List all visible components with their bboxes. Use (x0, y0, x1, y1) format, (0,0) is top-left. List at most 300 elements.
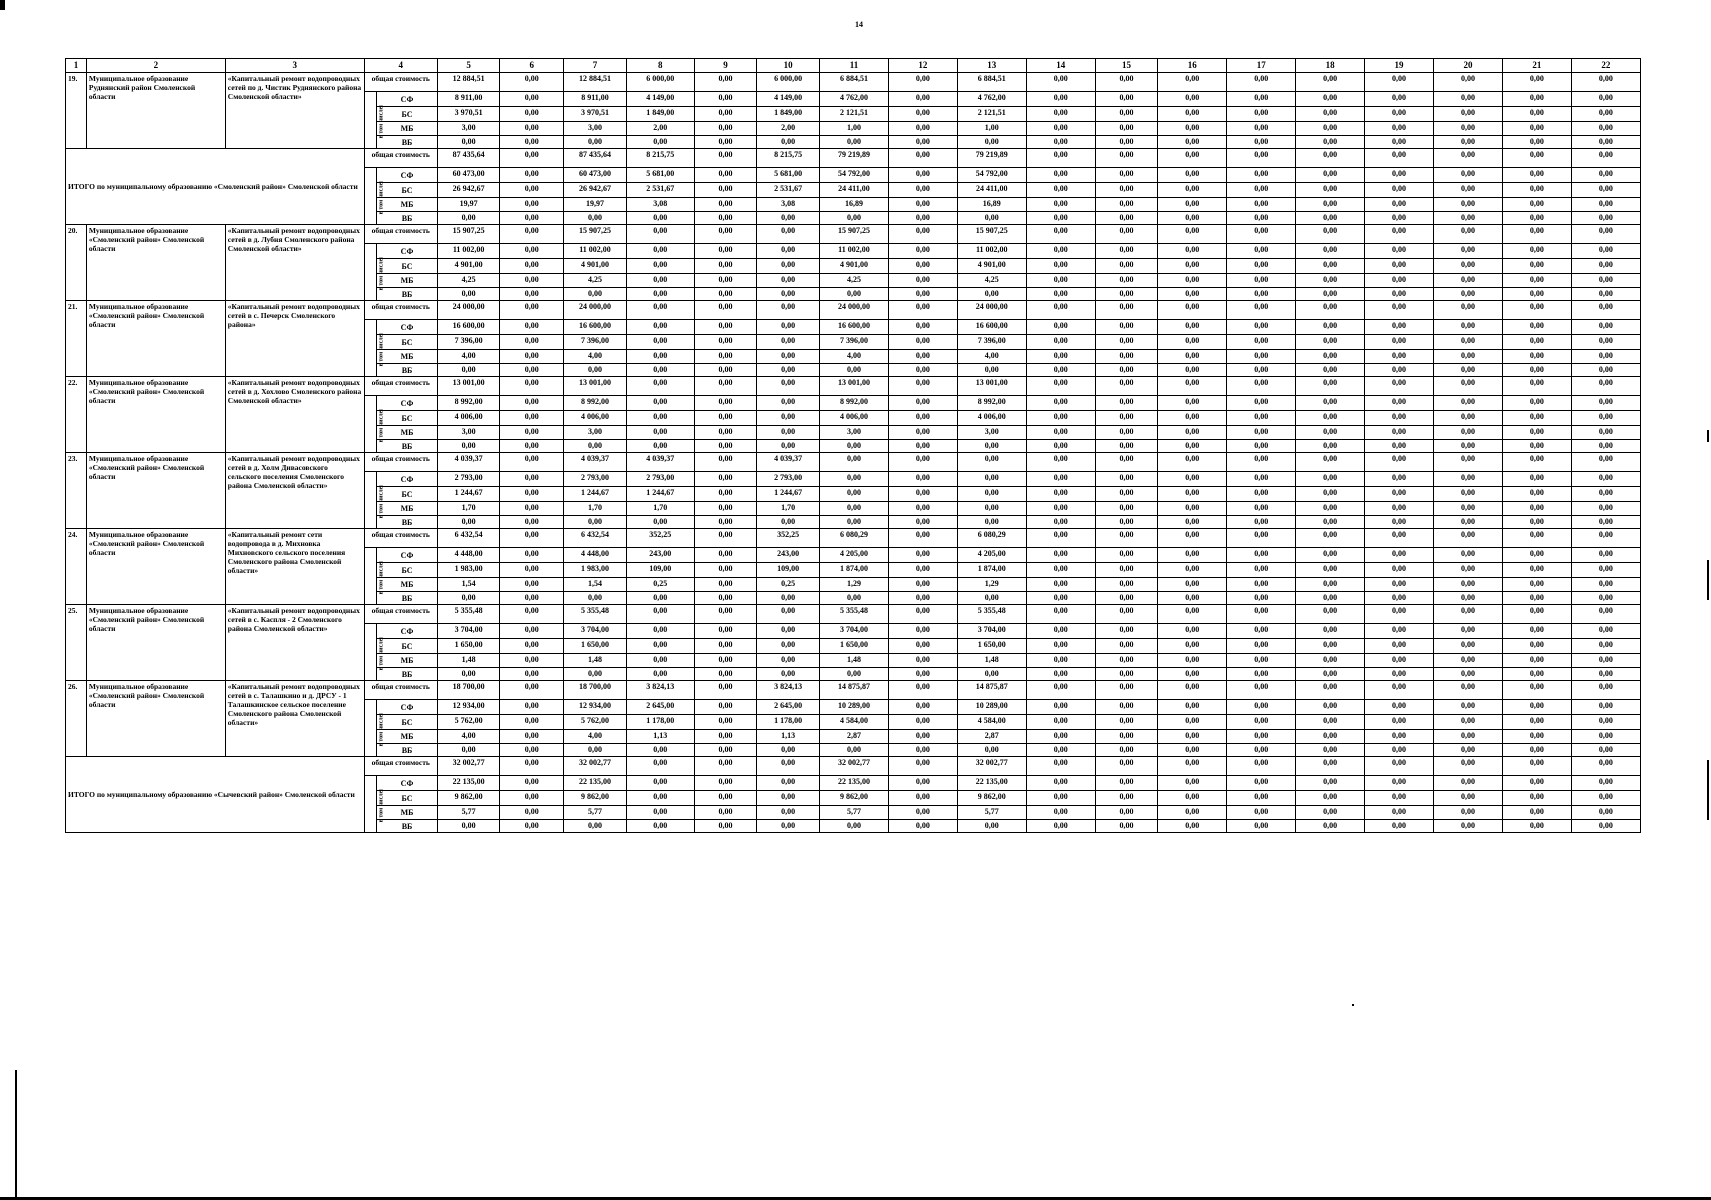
value-cell: 2 121,51 (957, 107, 1026, 122)
value-cell: 0,00 (1434, 335, 1503, 350)
value-cell: 26 942,67 (437, 183, 500, 198)
including-text: в том числе: (378, 180, 384, 214)
value-cell: 0,00 (694, 440, 757, 453)
value-cell: 4 762,00 (819, 92, 888, 107)
value-cell: 0,00 (1227, 122, 1296, 136)
value-cell: 0,00 (888, 578, 957, 592)
value-cell: 0,00 (694, 73, 757, 92)
value-cell: 0,00 (1434, 730, 1503, 744)
value-cell: 0,00 (500, 578, 564, 592)
value-cell: 0,00 (1158, 806, 1227, 820)
value-cell: 0,00 (1095, 377, 1158, 396)
value-cell: 0,00 (1158, 820, 1227, 833)
value-cell: 2,00 (757, 122, 820, 136)
value-cell: 0,00 (500, 198, 564, 212)
value-cell: 0,25 (626, 578, 694, 592)
value-cell: 0,00 (888, 350, 957, 364)
value-cell: 0,00 (1158, 335, 1227, 350)
funding-source-code: МБ (377, 426, 438, 440)
value-cell: 0,00 (1365, 791, 1434, 806)
value-cell: 0,00 (757, 791, 820, 806)
value-cell: 0,00 (1502, 440, 1571, 453)
value-cell: 0,00 (1158, 744, 1227, 757)
value-cell: 0,00 (500, 183, 564, 198)
value-cell: 0,00 (1502, 529, 1571, 548)
including-text: в том числе: (378, 484, 384, 518)
value-cell: 0,00 (437, 288, 500, 301)
value-cell: 0,00 (1571, 440, 1640, 453)
value-cell: 5 681,00 (757, 168, 820, 183)
value-cell: 4,00 (564, 350, 627, 364)
value-cell: 0,00 (1095, 198, 1158, 212)
value-cell: 4 006,00 (819, 411, 888, 426)
value-cell: 0,00 (1502, 791, 1571, 806)
col-header: 20 (1434, 59, 1503, 73)
value-cell: 0,00 (437, 668, 500, 681)
object-row (66, 681, 1641, 700)
value-cell: 5,77 (437, 806, 500, 820)
value-cell: 0,00 (437, 516, 500, 529)
value-cell: 0,00 (1571, 472, 1640, 487)
value-cell: 1 244,67 (437, 487, 500, 502)
value-cell: 0,00 (500, 301, 564, 320)
col-header: 21 (1502, 59, 1571, 73)
value-cell: 0,00 (1365, 149, 1434, 168)
value-cell: 9 862,00 (564, 791, 627, 806)
value-cell: 0,00 (1227, 791, 1296, 806)
value-cell: 0,00 (1296, 624, 1365, 639)
value-cell: 8 992,00 (957, 396, 1026, 411)
value-cell: 1 178,00 (757, 715, 820, 730)
total-cost-label: общая стоимость (364, 605, 437, 624)
scan-edge-mark (1707, 430, 1709, 442)
value-cell: 0,00 (626, 136, 694, 149)
value-cell: 32 002,77 (564, 757, 627, 776)
object-name: «Капитальный ремонт водопроводных сетей в с. Талашкино и д. ДРСУ - 1 Талашкинское сельское поселение Смоленского района Смоленской области» (225, 681, 364, 757)
value-cell: 7 396,00 (564, 335, 627, 350)
funding-source-code: ВБ (377, 668, 438, 681)
row-number: 25. (66, 605, 87, 681)
value-cell: 0,00 (1296, 681, 1365, 700)
value-cell: 0,00 (1571, 364, 1640, 377)
value-cell: 24 000,00 (564, 301, 627, 320)
value-cell: 4,25 (819, 274, 888, 288)
value-cell: 0,00 (500, 335, 564, 350)
value-cell: 0,00 (888, 396, 957, 411)
value-cell: 0,00 (1296, 107, 1365, 122)
value-cell: 3 970,51 (564, 107, 627, 122)
value-cell: 0,00 (1434, 440, 1503, 453)
value-cell: 0,00 (888, 487, 957, 502)
value-cell: 7 396,00 (819, 335, 888, 350)
value-cell: 0,00 (1158, 225, 1227, 244)
value-cell: 0,00 (1095, 791, 1158, 806)
value-cell: 4,00 (564, 730, 627, 744)
value-cell: 0,00 (500, 377, 564, 396)
value-cell: 0,00 (437, 440, 500, 453)
total-label: ИТОГО по муниципальному образованию «Сычевский район» Смоленской области (66, 757, 365, 833)
value-cell: 0,00 (1434, 472, 1503, 487)
value-cell: 0,00 (1434, 320, 1503, 335)
value-cell: 0,00 (1365, 730, 1434, 744)
value-cell: 8 215,75 (626, 149, 694, 168)
including-label (364, 548, 384, 605)
value-cell: 0,00 (694, 453, 757, 472)
value-cell: 0,00 (888, 744, 957, 757)
value-cell: 0,00 (757, 350, 820, 364)
value-cell: 0,00 (500, 529, 564, 548)
value-cell: 0,00 (1365, 122, 1434, 136)
value-cell: 0,00 (1026, 168, 1095, 183)
value-cell: 0,00 (1296, 605, 1365, 624)
municipality-name: Муниципальное образование Руднянский район Смоленской области (86, 73, 225, 149)
value-cell: 0,00 (1227, 440, 1296, 453)
col-header: 7 (564, 59, 627, 73)
value-cell: 0,00 (626, 757, 694, 776)
value-cell: 0,00 (1095, 122, 1158, 136)
value-cell: 0,00 (1158, 122, 1227, 136)
value-cell: 0,00 (1026, 820, 1095, 833)
value-cell: 0,00 (1296, 335, 1365, 350)
value-cell: 6 884,51 (819, 73, 888, 92)
value-cell: 0,00 (1365, 654, 1434, 668)
value-cell: 0,00 (1095, 548, 1158, 563)
funding-source-code: СФ (377, 396, 438, 411)
value-cell: 0,00 (1158, 364, 1227, 377)
value-cell: 0,00 (1365, 288, 1434, 301)
value-cell: 0,00 (564, 136, 627, 149)
value-cell: 0,00 (1365, 681, 1434, 700)
value-cell: 0,00 (694, 149, 757, 168)
value-cell: 0,00 (1434, 149, 1503, 168)
value-cell: 0,00 (888, 453, 957, 472)
value-cell: 0,00 (1296, 350, 1365, 364)
value-cell: 0,00 (1227, 301, 1296, 320)
scan-edge-mark (1707, 760, 1709, 820)
scan-mark (0, 0, 5, 10)
value-cell: 0,00 (1227, 136, 1296, 149)
value-cell: 0,00 (1434, 806, 1503, 820)
value-cell: 6 000,00 (757, 73, 820, 92)
value-cell: 12 884,51 (437, 73, 500, 92)
value-cell: 0,00 (1095, 700, 1158, 715)
value-cell: 0,00 (1296, 225, 1365, 244)
value-cell: 3 970,51 (437, 107, 500, 122)
value-cell: 0,00 (1026, 377, 1095, 396)
value-cell: 0,00 (1365, 624, 1434, 639)
value-cell: 0,00 (1095, 654, 1158, 668)
value-cell: 0,00 (1502, 364, 1571, 377)
value-cell: 0,00 (1158, 212, 1227, 225)
value-cell: 0,00 (757, 624, 820, 639)
col-header: 6 (500, 59, 564, 73)
including-label (364, 472, 384, 529)
funding-source-code: МБ (377, 122, 438, 136)
value-cell: 0,00 (1158, 198, 1227, 212)
value-cell: 3,00 (437, 122, 500, 136)
including-label (364, 244, 384, 301)
value-cell: 0,00 (1296, 149, 1365, 168)
value-cell: 3,00 (957, 426, 1026, 440)
value-cell: 0,00 (1502, 274, 1571, 288)
value-cell: 0,00 (626, 320, 694, 335)
value-cell: 0,00 (500, 700, 564, 715)
value-cell: 4,25 (564, 274, 627, 288)
value-cell: 0,00 (1296, 563, 1365, 578)
value-cell: 0,00 (757, 592, 820, 605)
value-cell: 8 992,00 (819, 396, 888, 411)
object-row (66, 605, 1641, 624)
value-cell: 4 584,00 (957, 715, 1026, 730)
value-cell: 54 792,00 (819, 168, 888, 183)
funding-source-code: СФ (377, 168, 438, 183)
value-cell: 0,00 (694, 320, 757, 335)
value-cell: 0,00 (1158, 350, 1227, 364)
value-cell: 0,00 (500, 730, 564, 744)
value-cell: 0,00 (694, 136, 757, 149)
value-cell: 0,00 (1158, 168, 1227, 183)
value-cell: 0,00 (888, 244, 957, 259)
total-label: ИТОГО по муниципальному образованию «Смоленский район» Смоленской области (66, 149, 365, 225)
value-cell: 0,00 (1365, 592, 1434, 605)
value-cell: 0,00 (1227, 259, 1296, 274)
value-cell: 0,00 (957, 516, 1026, 529)
funding-source-code: ВБ (377, 136, 438, 149)
value-cell: 0,00 (1227, 92, 1296, 107)
value-cell: 13 001,00 (819, 377, 888, 396)
value-cell: 0,00 (1571, 350, 1640, 364)
value-cell: 4 006,00 (437, 411, 500, 426)
value-cell: 6 884,51 (957, 73, 1026, 92)
value-cell: 0,00 (626, 440, 694, 453)
value-cell: 0,00 (1434, 183, 1503, 198)
funding-source-code: БС (377, 487, 438, 502)
value-cell: 0,00 (757, 136, 820, 149)
value-cell: 0,00 (500, 274, 564, 288)
value-cell: 0,00 (1434, 757, 1503, 776)
value-cell: 0,00 (1095, 364, 1158, 377)
value-cell: 0,00 (694, 225, 757, 244)
value-cell: 0,00 (694, 301, 757, 320)
value-cell: 0,00 (1434, 377, 1503, 396)
value-cell: 0,00 (500, 806, 564, 820)
page-number: 14 (855, 20, 863, 29)
value-cell: 0,00 (1095, 320, 1158, 335)
value-cell: 0,00 (757, 301, 820, 320)
funding-source-code: МБ (377, 806, 438, 820)
row-number: 20. (66, 225, 87, 301)
value-cell: 0,00 (1026, 563, 1095, 578)
value-cell: 0,00 (500, 715, 564, 730)
value-cell: 0,00 (1158, 548, 1227, 563)
value-cell: 14 875,87 (819, 681, 888, 700)
value-cell: 0,00 (694, 92, 757, 107)
value-cell: 0,00 (888, 92, 957, 107)
object-row (66, 453, 1641, 472)
value-cell: 0,00 (1095, 288, 1158, 301)
value-cell: 0,00 (626, 396, 694, 411)
value-cell: 0,00 (1296, 592, 1365, 605)
value-cell: 0,00 (694, 700, 757, 715)
value-cell: 0,00 (1502, 681, 1571, 700)
value-cell: 0,00 (1095, 73, 1158, 92)
value-cell: 26 942,67 (564, 183, 627, 198)
value-cell: 0,00 (500, 654, 564, 668)
value-cell: 0,00 (626, 592, 694, 605)
value-cell: 0,00 (694, 516, 757, 529)
value-cell: 22 135,00 (564, 776, 627, 791)
including-text: в том числе: (378, 408, 384, 442)
value-cell: 243,00 (757, 548, 820, 563)
value-cell: 0,00 (1571, 730, 1640, 744)
value-cell: 13 001,00 (564, 377, 627, 396)
value-cell: 0,00 (500, 426, 564, 440)
value-cell: 1 244,67 (757, 487, 820, 502)
value-cell: 0,00 (1365, 364, 1434, 377)
value-cell: 0,00 (1227, 681, 1296, 700)
value-cell: 0,00 (437, 212, 500, 225)
value-cell: 0,00 (1502, 92, 1571, 107)
value-cell: 0,00 (957, 288, 1026, 301)
value-cell: 0,00 (1095, 274, 1158, 288)
value-cell: 0,00 (1434, 396, 1503, 411)
value-cell: 0,00 (1296, 639, 1365, 654)
value-cell: 0,00 (757, 757, 820, 776)
row-number: 22. (66, 377, 87, 453)
total-cost-label: общая стоимость (364, 757, 437, 776)
value-cell: 3,08 (757, 198, 820, 212)
value-cell: 0,00 (1365, 274, 1434, 288)
value-cell: 0,00 (757, 288, 820, 301)
value-cell: 15 907,25 (564, 225, 627, 244)
value-cell: 0,00 (1365, 259, 1434, 274)
col-header: 5 (437, 59, 500, 73)
value-cell: 0,00 (1296, 364, 1365, 377)
value-cell: 2 645,00 (757, 700, 820, 715)
value-cell: 0,00 (1434, 563, 1503, 578)
col-header: 22 (1571, 59, 1640, 73)
value-cell: 0,00 (1571, 377, 1640, 396)
value-cell: 0,00 (694, 288, 757, 301)
value-cell: 0,00 (1026, 776, 1095, 791)
value-cell: 13 001,00 (957, 377, 1026, 396)
value-cell: 0,00 (1227, 377, 1296, 396)
funding-source-code: МБ (377, 502, 438, 516)
value-cell: 32 002,77 (437, 757, 500, 776)
value-cell: 0,00 (1296, 136, 1365, 149)
value-cell: 0,00 (888, 301, 957, 320)
value-cell: 0,00 (1026, 225, 1095, 244)
value-cell: 0,00 (888, 791, 957, 806)
value-cell: 0,00 (1502, 225, 1571, 244)
value-cell: 0,00 (1158, 136, 1227, 149)
value-cell: 0,00 (500, 122, 564, 136)
value-cell: 0,00 (888, 288, 957, 301)
total-cost-label: общая стоимость (364, 73, 437, 92)
value-cell: 0,00 (1227, 212, 1296, 225)
value-cell: 0,00 (500, 668, 564, 681)
value-cell: 8 911,00 (564, 92, 627, 107)
value-cell: 352,25 (757, 529, 820, 548)
value-cell: 0,00 (1434, 776, 1503, 791)
value-cell: 4 448,00 (564, 548, 627, 563)
value-cell: 0,00 (1227, 744, 1296, 757)
value-cell: 0,00 (957, 364, 1026, 377)
value-cell: 0,00 (1571, 411, 1640, 426)
value-cell: 0,00 (1434, 548, 1503, 563)
value-cell: 0,00 (1095, 730, 1158, 744)
value-cell: 0,00 (1026, 259, 1095, 274)
value-cell: 0,00 (437, 592, 500, 605)
value-cell: 0,00 (694, 350, 757, 364)
value-cell: 0,00 (888, 183, 957, 198)
including-label (364, 624, 384, 681)
value-cell: 0,00 (1365, 225, 1434, 244)
value-cell: 16 600,00 (437, 320, 500, 335)
value-cell: 0,00 (1434, 274, 1503, 288)
value-cell: 0,00 (1227, 605, 1296, 624)
value-cell: 0,00 (1571, 681, 1640, 700)
total-cost-label: общая стоимость (364, 149, 437, 168)
value-cell: 0,00 (694, 654, 757, 668)
value-cell: 0,00 (1502, 744, 1571, 757)
scan-edge-line (15, 1070, 17, 1200)
value-cell: 0,00 (694, 624, 757, 639)
value-cell: 0,00 (1434, 529, 1503, 548)
value-cell: 14 875,87 (957, 681, 1026, 700)
value-cell: 0,00 (1095, 605, 1158, 624)
value-cell: 0,00 (819, 472, 888, 487)
value-cell: 16 600,00 (957, 320, 1026, 335)
value-cell: 0,00 (694, 411, 757, 426)
value-cell: 1 983,00 (437, 563, 500, 578)
value-cell: 5 355,48 (564, 605, 627, 624)
value-cell: 1 178,00 (626, 715, 694, 730)
value-cell: 0,00 (1296, 791, 1365, 806)
value-cell: 0,00 (1095, 440, 1158, 453)
value-cell: 24 411,00 (819, 183, 888, 198)
col-header: 12 (888, 59, 957, 73)
value-cell: 0,00 (626, 335, 694, 350)
value-cell: 0,00 (1026, 107, 1095, 122)
including-label (364, 700, 384, 757)
funding-source-code: ВБ (377, 440, 438, 453)
value-cell: 0,00 (888, 700, 957, 715)
value-cell: 9 862,00 (957, 791, 1026, 806)
value-cell: 0,00 (1365, 715, 1434, 730)
value-cell: 10 289,00 (957, 700, 1026, 715)
value-cell: 0,00 (1095, 453, 1158, 472)
value-cell: 0,00 (1571, 502, 1640, 516)
value-cell: 0,00 (888, 654, 957, 668)
value-cell: 0,00 (1296, 806, 1365, 820)
value-cell: 0,00 (957, 744, 1026, 757)
value-cell: 0,00 (888, 730, 957, 744)
value-cell: 19,97 (564, 198, 627, 212)
value-cell: 0,00 (1571, 563, 1640, 578)
value-cell: 0,00 (500, 563, 564, 578)
value-cell: 0,00 (757, 806, 820, 820)
value-cell: 0,00 (1227, 426, 1296, 440)
value-cell: 0,00 (1158, 791, 1227, 806)
value-cell: 1,54 (437, 578, 500, 592)
value-cell: 4,00 (437, 730, 500, 744)
value-cell: 0,00 (564, 288, 627, 301)
value-cell: 0,00 (1571, 122, 1640, 136)
value-cell: 0,00 (757, 820, 820, 833)
value-cell: 0,00 (1365, 198, 1434, 212)
value-cell: 0,00 (1158, 274, 1227, 288)
